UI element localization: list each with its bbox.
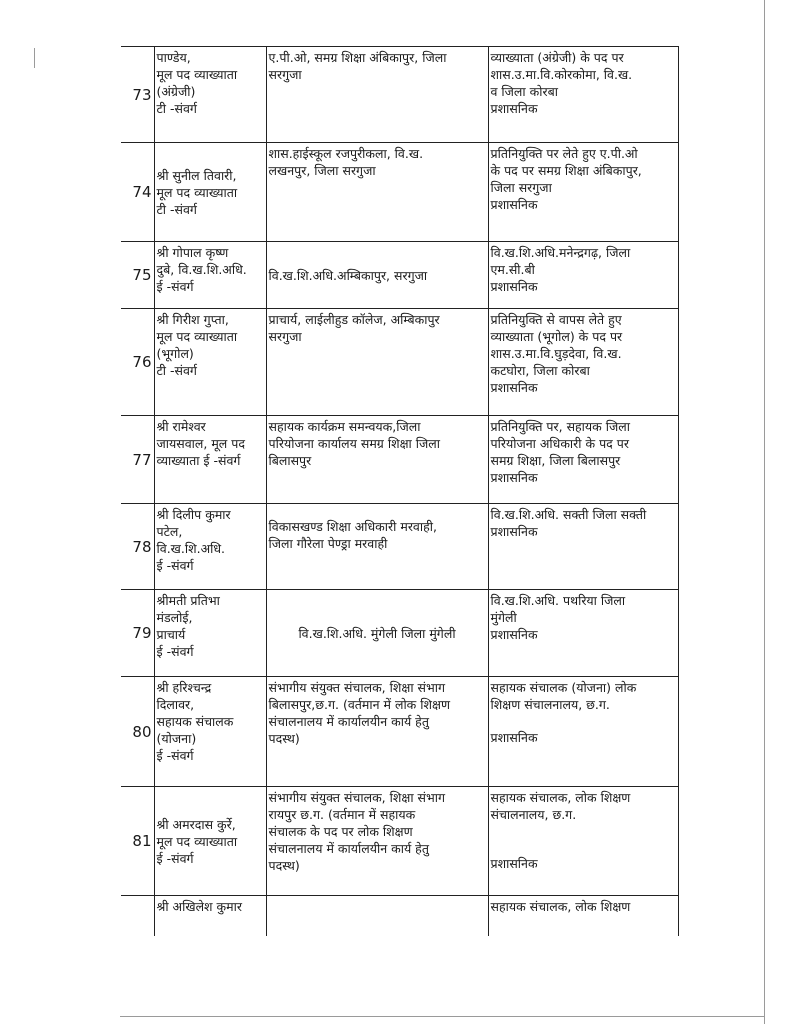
new-posting-cell [488,590,678,677]
new-posting-cell [488,787,678,896]
officer-name: श्री हरिश्चन्द्र दिलावर, सहायक संचालक (योजना) ई -संवर्ग [154,677,266,787]
transfer-type: प्रशासनिक [490,856,538,871]
current-posting: ए.पी.ओ, समग्र शिक्षा अंबिकापुर, जिला सरगुजा [266,47,488,143]
new-posting: वि.ख.शि.अधि. पथरिया जिला मुंगेली [490,593,626,625]
right-page-edge [764,0,765,1024]
serial-number: 81 [121,787,154,896]
officer-name: श्रीमती प्रतिभा मंडलोई, प्राचार्य ई -संवर्ग [154,590,266,677]
table-row [121,309,678,416]
left-margin-mark [34,48,35,68]
new-posting: सहायक संचालक, लोक शिक्षण संचालनालय, छ.ग. [490,790,631,822]
serial-number: 78 [121,504,154,590]
bottom-page-edge [120,1016,765,1017]
transfer-type: प्रशासनिक [490,730,538,745]
table-row [121,47,678,143]
transfer-type: प्रशासनिक [490,470,538,485]
new-posting: प्रतिनियुक्ति पर, सहायक जिला परियोजना अधिकारी के पद पर समग्र शिक्षा, जिला बिलासपुर [490,419,630,468]
officer-name: श्री दिलीप कुमार पटेल, वि.ख.शि.अधि. ई -संवर्ग [154,504,266,590]
current-posting: वि.ख.शि.अधि. मुंगेली जिला मुंगेली [266,590,488,677]
officer-name: श्री सुनील तिवारी, मूल पद व्याख्याता टी -संवर्ग [154,143,266,242]
new-posting-cell [488,896,678,936]
new-posting-cell [488,504,678,590]
new-posting: व्याख्याता (अंग्रेजी) के पद पर शास.उ.मा.वि.कोरकोमा, वि.ख. व जिला कोरबा [490,50,633,99]
transfer-table [121,46,679,936]
officer-name: श्री अमरदास कुर्रे, मूल पद व्याख्याता ई -संवर्ग [154,787,266,896]
current-posting: शास.हाईस्कूल रजपुरीकला, वि.ख. लखनपुर, जिला सरगुजा [266,143,488,242]
serial-number: 73 [121,47,154,143]
current-posting: प्राचार्य, लाईलीहुड कॉलेज, अम्बिकापुर सरगुजा [266,309,488,416]
current-posting: संभागीय संयुक्त संचालक, शिक्षा संभाग रायपुर छ.ग. (वर्तमान में सहायक संचालक के पद पर लोक शिक्षण संचालनालय में कार्यालयीन कार्य हेतु पदस्थ) [266,787,488,896]
transfer-type: प्रशासनिक [490,197,538,212]
new-posting-cell [488,309,678,416]
serial-number: 76 [121,309,154,416]
serial-number: 79 [121,590,154,677]
new-posting: वि.ख.शि.अधि.मनेन्द्रगढ़, जिला एम.सी.बी [490,245,631,277]
current-posting: वि.ख.शि.अधि.अम्बिकापुर, सरगुजा [266,242,488,309]
transfer-type: प्रशासनिक [490,101,538,116]
serial-number: 74 [121,143,154,242]
transfer-type: प्रशासनिक [490,627,538,642]
serial-number: 75 [121,242,154,309]
table-row [121,416,678,504]
new-posting-cell [488,47,678,143]
current-posting [266,896,488,936]
table-row [121,143,678,242]
new-posting: सहायक संचालक, लोक शिक्षण [490,899,631,914]
new-posting-cell [488,416,678,504]
current-posting: संभागीय संयुक्त संचालक, शिक्षा संभाग बिलासपुर,छ.ग. (वर्तमान में लोक शिक्षण संचालनालय में कार्यालयीन कार्य हेतु पदस्थ) [266,677,488,787]
officer-name: श्री गोपाल कृष्ण दुबे, वि.ख.शि.अधि. ई -संवर्ग [154,242,266,309]
new-posting: सहायक संचालक (योजना) लोक शिक्षण संचालनालय, छ.ग. [490,680,637,712]
new-posting: वि.ख.शि.अधि. सक्ती जिला सक्ती [490,507,647,522]
new-posting: प्रतिनियुक्ति से वापस लेते हुए व्याख्याता (भूगोल) के पद पर शास.उ.मा.वि.घुड़देवा, वि.ख. कटघोरा, जिला कोरबा [490,312,623,378]
transfer-type: प्रशासनिक [490,279,538,294]
current-posting: विकासखण्ड शिक्षा अधिकारी मरवाही, जिला गौरेला पेण्ड्रा मरवाही [266,504,488,590]
officer-name: श्री गिरीश गुप्ता, मूल पद व्याख्याता (भूगोल) टी -संवर्ग [154,309,266,416]
new-posting-cell [488,242,678,309]
new-posting-cell [488,143,678,242]
table-row [121,242,678,309]
serial-number: 80 [121,677,154,787]
serial-number [121,896,154,936]
officer-name: श्री अखिलेश कुमार [154,896,266,936]
transfer-type: प्रशासनिक [490,380,538,395]
officer-name: पाण्डेय, मूल पद व्याख्याता (अंग्रेजी) टी -संवर्ग [154,47,266,143]
new-posting: प्रतिनियुक्ति पर लेते हुए ए.पी.ओ के पद पर समग्र शिक्षा अंबिकापुर, जिला सरगुजा [490,146,642,195]
current-posting: सहायक कार्यक्रम समन्वयक,जिला परियोजना कार्यालय समग्र शिक्षा जिला बिलासपुर [266,416,488,504]
transfer-type: प्रशासनिक [490,524,538,539]
officer-name: श्री रामेश्वर जायसवाल, मूल पद व्याख्याता ई -संवर्ग [154,416,266,504]
table-row [121,590,678,677]
serial-number: 77 [121,416,154,504]
table-row [121,896,678,936]
new-posting-cell [488,677,678,787]
table-row [121,504,678,590]
table-row [121,677,678,787]
table-row [121,787,678,896]
